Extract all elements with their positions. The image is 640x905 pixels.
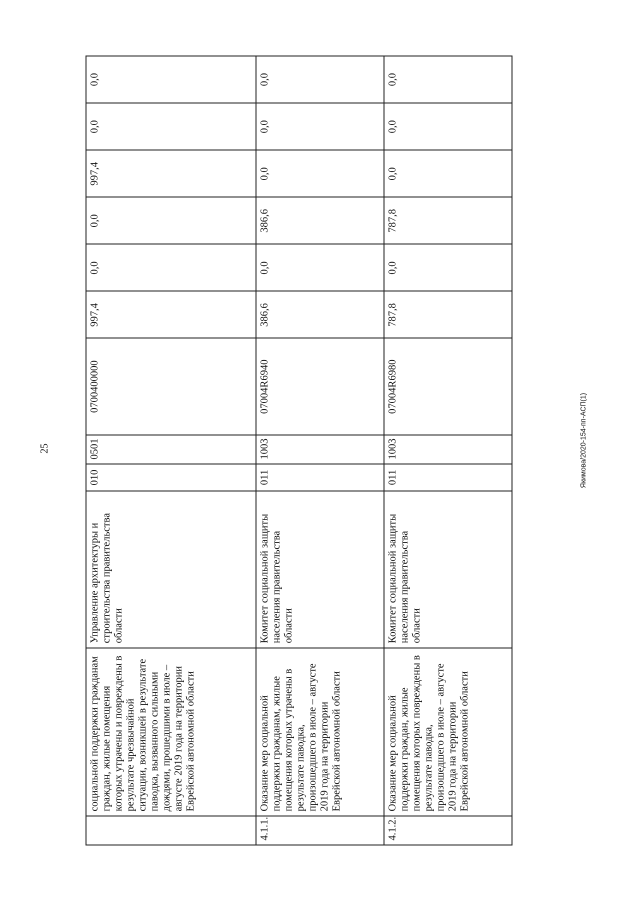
cell-value: 0,0 — [256, 56, 384, 103]
table-row — [384, 56, 512, 845]
cell-value: 997,4 — [86, 291, 256, 338]
cell-value: 0,0 — [384, 244, 512, 291]
cell-measure-name: Оказание мер социальной поддержки граждан, жилые помещения которых повреждены в результате паводка, произошедшего в июле – августе 2019 года на территории Еврейской автономной области — [384, 647, 512, 815]
cell-executor: Комитет социальной защиты населения правительства области — [256, 490, 384, 647]
cell-rzpr: 1003 — [384, 434, 512, 463]
table-wrapper — [85, 55, 510, 845]
cell-grbs: 011 — [384, 463, 512, 490]
cell-number: 4.1.2. — [384, 815, 512, 844]
cell-csr: 0700400000 — [86, 338, 256, 434]
cell-value: 787,8 — [384, 291, 512, 338]
table-row — [256, 56, 384, 845]
cell-value: 386,6 — [256, 197, 384, 244]
cell-value: 0,0 — [256, 103, 384, 150]
cell-value: 0,0 — [384, 150, 512, 197]
cell-value: 0,0 — [86, 56, 256, 103]
cell-number — [86, 815, 256, 844]
page-number: 25 — [39, 443, 51, 454]
cell-csr: 07004R6980 — [384, 338, 512, 434]
cell-value: 0,0 — [86, 244, 256, 291]
cell-value: 0,0 — [384, 56, 512, 103]
cell-number: 4.1.1. — [256, 815, 384, 844]
cell-grbs: 011 — [256, 463, 384, 490]
budget-table — [85, 55, 512, 845]
cell-value: 0,0 — [86, 103, 256, 150]
cell-measure-name: социальной поддержки гражданам граждан, жилые помещения которых утрачены и повреждены в результате чрезвычайной ситуации, возникшей в результате паводка, вызванного сильными дождями, прошедшими в июле – августе 2019 года на территории Еврейской автономной области — [86, 647, 256, 815]
cell-value: 0,0 — [86, 197, 256, 244]
cell-csr: 07004R6940 — [256, 338, 384, 434]
cell-value: 0,0 — [256, 244, 384, 291]
cell-value: 787,8 — [384, 197, 512, 244]
cell-grbs: 010 — [86, 463, 256, 490]
table-row — [86, 56, 256, 845]
cell-value: 386,6 — [256, 291, 384, 338]
cell-executor: Управление архитектуры и строительства правительства области — [86, 490, 256, 647]
cell-rzpr: 1003 — [256, 434, 384, 463]
cell-executor: Комитет социальной защиты населения правительства области — [384, 490, 512, 647]
cell-value: 997,4 — [86, 150, 256, 197]
cell-measure-name: Оказание мер социальной поддержки гражданам, жилые помещения которых утрачены в результате паводка, произошедшего в июле – августе 2019 года на территории Еврейской автономной области — [256, 647, 384, 815]
cell-rzpr: 0501 — [86, 434, 256, 463]
cell-value: 0,0 — [384, 103, 512, 150]
document-reference: Якимова/2020-154-пп-АСП(1) — [580, 392, 588, 489]
cell-value: 0,0 — [256, 150, 384, 197]
